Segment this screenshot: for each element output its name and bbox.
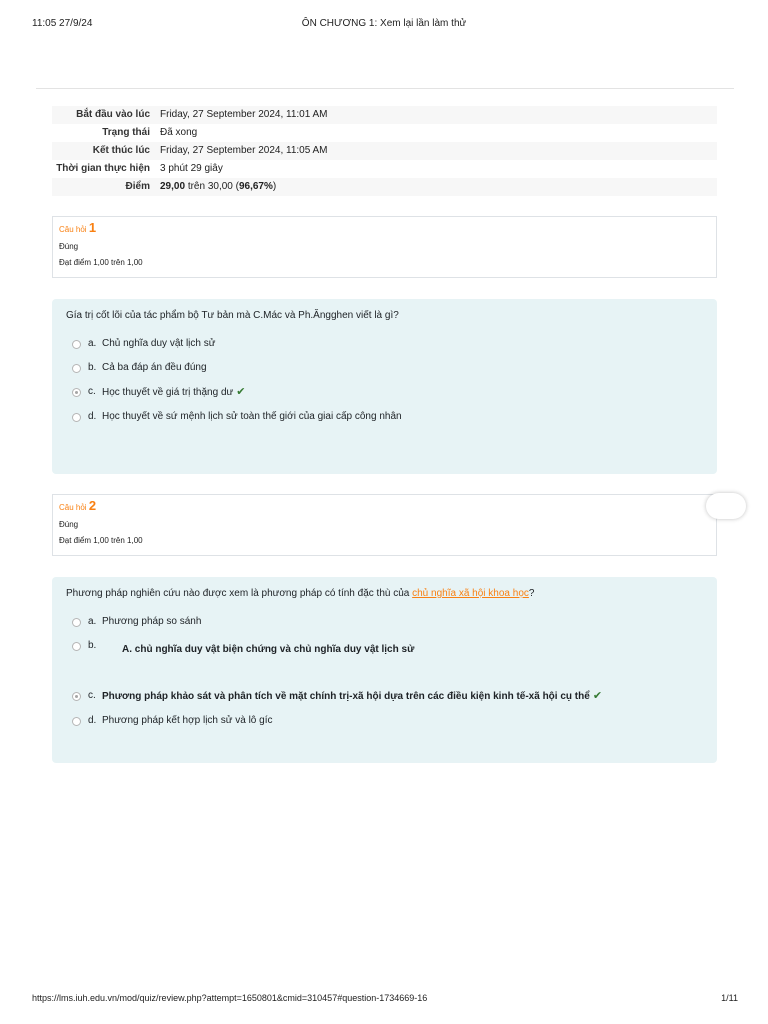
answer-text: Chủ nghĩa duy vật lịch sử <box>102 338 216 349</box>
question-num: 1 <box>88 220 97 235</box>
answer-text: Phương pháp kết hợp lịch sử và lô gíc <box>102 715 273 726</box>
summary-row-duration <box>52 160 717 178</box>
summary-value: Friday, 27 September 2024, 11:01 AM <box>160 109 328 120</box>
answer-letter: d. <box>88 411 97 422</box>
answer-text: Phương pháp khảo sát và phân tích về mặt chính trị-xã hội dựa trên các điều kiện kinh tế-xã hội cụ thể <box>102 691 590 702</box>
print-timestamp: 11:05 27/9/24 <box>32 18 93 29</box>
grade-percent: 96,67% <box>238 181 273 192</box>
grade-mid: trên 30,00 ( <box>187 181 239 192</box>
answer-letter: b. <box>88 640 97 651</box>
answer-letter: a. <box>88 616 97 627</box>
answer-text-wrap <box>102 385 703 400</box>
answer-option-a <box>66 337 703 351</box>
divider <box>36 88 734 89</box>
side-drawer-toggle[interactable] <box>706 493 746 519</box>
check-icon: ✔ <box>236 386 246 398</box>
answer-list <box>66 337 703 424</box>
answer-text: A. chủ nghĩa duy vật biện chứng và chủ nghĩa duy vật lịch sử <box>122 644 415 655</box>
glossary-link[interactable]: chủ nghĩa xã hội khoa học <box>412 588 529 599</box>
summary-label: Kết thúc lúc <box>92 145 150 156</box>
radio-button[interactable] <box>72 364 81 373</box>
summary-label: Bắt đầu vào lúc <box>76 109 150 120</box>
question-content-1 <box>52 299 717 474</box>
summary-value: 3 phút 29 giây <box>160 163 223 174</box>
radio-button[interactable] <box>72 642 81 651</box>
answer-letter: d. <box>88 715 97 726</box>
question-num: 2 <box>88 498 97 513</box>
print-title: ÔN CHƯƠNG 1: Xem lại lần làm thử <box>301 18 467 29</box>
radio-button-selected[interactable] <box>72 388 81 397</box>
question-info-2 <box>52 494 717 556</box>
answer-option-d <box>66 714 703 728</box>
attempt-summary-table <box>52 106 717 196</box>
summary-row-finish <box>52 142 717 160</box>
question-prefix: Câu hỏi <box>59 225 87 234</box>
question-text-part: ? <box>528 588 535 599</box>
answer-letter: c. <box>88 690 96 701</box>
question-number <box>59 499 710 515</box>
summary-label: Trạng thái <box>102 127 150 138</box>
print-header <box>0 18 768 34</box>
answer-option-a <box>66 615 703 629</box>
answer-option-c <box>66 689 703 704</box>
question-prefix: Câu hỏi <box>59 503 87 512</box>
summary-row-grade <box>52 178 717 196</box>
question-text: Gía trị cốt lõi của tác phẩm bộ Tư bản mà C.Mác và Ph.Ăngghen viết là gì? <box>66 310 399 321</box>
answer-text: Cả ba đáp án đều đúng <box>102 362 207 373</box>
answer-text: Học thuyết về sứ mệnh lịch sử toàn thế giới của giai cấp công nhân <box>102 411 402 422</box>
question-state: Đúng <box>59 242 79 251</box>
question-text-part: Phương pháp nghiên cứu nào được xem là phương pháp có tính đặc thù của <box>66 588 413 599</box>
question-info-1 <box>52 216 717 278</box>
answer-letter: b. <box>88 362 97 373</box>
question-number <box>59 221 710 237</box>
question-state: Đúng <box>59 520 79 529</box>
answer-text-wrap <box>102 689 703 704</box>
radio-button[interactable] <box>72 618 81 627</box>
answer-option-c <box>66 385 703 400</box>
question-content-2 <box>52 577 717 763</box>
radio-button[interactable] <box>72 340 81 349</box>
radio-button-selected[interactable] <box>72 692 81 701</box>
summary-label: Thời gian thực hiện <box>56 163 150 174</box>
summary-row-start <box>52 106 717 124</box>
print-url: https://lms.iuh.edu.vn/mod/quiz/review.php?attempt=1650801&cmid=310457#question-1734669-16 <box>32 993 428 1003</box>
answer-option-b <box>66 639 703 689</box>
summary-label: Điểm <box>125 181 150 192</box>
radio-button[interactable] <box>72 717 81 726</box>
grade-score: 29,00 <box>160 181 186 192</box>
check-icon: ✔ <box>592 690 603 702</box>
answer-letter: a. <box>88 338 97 349</box>
question-text <box>66 587 703 601</box>
question-grade: Đạt điểm 1,00 trên 1,00 <box>59 536 143 545</box>
grade-end: ) <box>272 181 277 192</box>
answer-text: Học thuyết về giá trị thặng dư <box>102 387 234 398</box>
answer-option-b <box>66 361 703 375</box>
answer-letter: c. <box>88 386 96 397</box>
radio-button[interactable] <box>72 413 81 422</box>
summary-value <box>154 178 717 196</box>
summary-row-state <box>52 124 717 142</box>
page-number: 1/11 <box>721 993 738 1003</box>
answer-text: Phương pháp so sánh <box>102 616 202 627</box>
summary-value: Đã xong <box>160 127 198 138</box>
question-grade: Đạt điểm 1,00 trên 1,00 <box>59 258 143 267</box>
answer-option-d <box>66 410 703 424</box>
answer-list <box>66 615 703 728</box>
summary-value: Friday, 27 September 2024, 11:05 AM <box>160 145 328 156</box>
